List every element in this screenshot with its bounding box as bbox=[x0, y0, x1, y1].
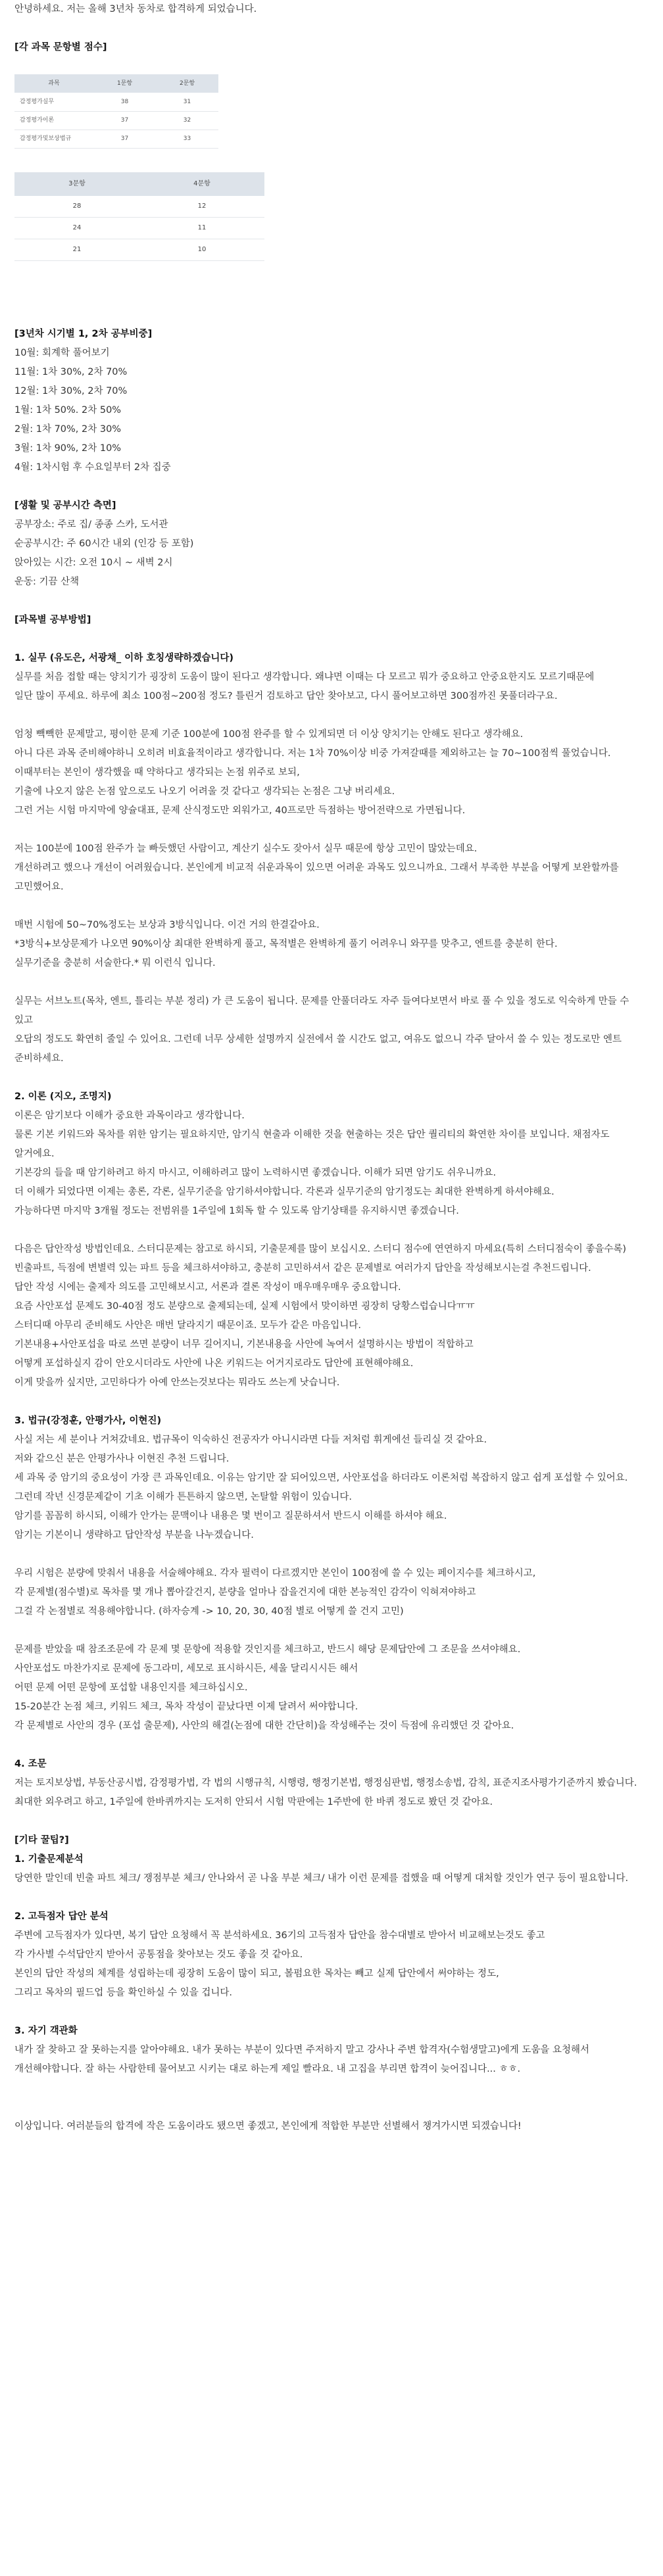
text-line: 저는 토지보상법, 부동산공시법, 감정평가법, 각 법의 시행규칙, 시행령, 행정기본법, 행정심판법, 행정소송법, 감칙, 표준지조사평가기준까지 봤습니다. bbox=[14, 1778, 637, 1788]
text-line: 더 이해가 되었다면 이제는 총론, 각론, 실무기준을 암기하셔야합니다. 각론과 실무기준의 암기정도는 최대한 완벽하게 하셔야해요. bbox=[14, 1187, 554, 1197]
text-line: 일단 많이 푸세요. 하루에 최소 100점~200점 정도? 틀린거 검토하고 답안 찾아보고, 다시 풀어보고하면 300점까진 못풀더라구요. bbox=[14, 691, 558, 702]
text-line: 기출에 나오지 않은 논점 앞으로도 나오기 어려울 것 같다고 생각되는 논점은 그냥 버리세요. bbox=[14, 786, 395, 797]
period-list bbox=[14, 344, 649, 477]
text-line: 이론은 암기보다 이해가 중요한 과목이라고 생각합니다. bbox=[14, 1110, 245, 1121]
intro-text: 안녕하세요. 저는 올해 3년차 동차로 합격하게 되었습니다. bbox=[14, 4, 257, 14]
text-line: 10월: 회계학 풀어보기 bbox=[14, 348, 110, 358]
table-header: 과목 bbox=[14, 74, 93, 93]
text-line: 4월: 1차시험 후 수요일부터 2차 집중 bbox=[14, 462, 171, 473]
score-table-2-wrap bbox=[14, 172, 649, 262]
text-line: *3방식+보상문제가 나오면 90%이상 최대한 완벽하게 풀고, 목적별은 완벽하게 풀기 어려우니 와꾸를 맞추고, 엔트를 충분히 한다. bbox=[14, 939, 558, 949]
text-line: 매번 시험에 50~70%정도는 보상과 3방식입니다. 이건 거의 한결같아요. bbox=[14, 920, 320, 930]
law-paragraph bbox=[14, 1640, 649, 1736]
life-heading: [생활 및 공부시간 측면] bbox=[14, 500, 116, 511]
outro-text: 이상입니다. 여러분들의 합격에 작은 도움이라도 됐으면 좋겠고, 본인에게 적합한 부분만 선별해서 챙겨가시면 되겠습니다! bbox=[14, 2121, 522, 2132]
table-header: 3문항 bbox=[14, 172, 139, 196]
practice-paragraph bbox=[14, 725, 649, 821]
tip-paragraph bbox=[14, 1926, 649, 2003]
table-cell: 12 bbox=[139, 196, 264, 218]
tips-heading: [기타 꿀팁?] bbox=[14, 1835, 69, 1846]
text-line: 3월: 1차 90%, 2차 10% bbox=[14, 443, 122, 454]
text-line: 순공부시간: 주 60시간 내외 (인강 등 포함) bbox=[14, 538, 194, 549]
table-header: 4문항 bbox=[139, 172, 264, 196]
text-line: 2월: 1차 70%, 2차 30% bbox=[14, 424, 122, 435]
text-line: 사실 저는 세 분이나 거쳐갔네요. 법규목이 익숙하신 전공자가 아니시라면 다들 저처럼 휘게에선 들리실 것 같아요. bbox=[14, 1435, 487, 1445]
table-cell: 31 bbox=[156, 93, 218, 111]
text-line: 이게 맞을까 싶지만, 고민하다가 아예 안쓰는것보다는 뭐라도 쓰는게 낫습니다. bbox=[14, 1377, 340, 1388]
table-cell: 감정평가및보상법규 bbox=[14, 130, 93, 148]
practice-paragraph bbox=[14, 916, 649, 973]
text-line: 주변에 고득점자가 있다면, 복기 답안 요청해서 꼭 분석하세요. 36기의 고득점자 답안을 참수대별로 받아서 비교해보는것도 좋고 bbox=[14, 1930, 545, 1941]
table-row bbox=[14, 111, 218, 130]
text-line: 각 가사별 수석답안지 받아서 공통점을 찾아보는 것도 좋을 것 같아요. bbox=[14, 1949, 303, 1960]
text-line: 개선하려고 했으나 개선이 어려웠습니다. 본인에게 비교적 쉬운과목이 있으면 어려운 과목도 있으니까요. 그래서 부족한 부분을 어떻게 보완할까를 고민했어요. bbox=[14, 863, 619, 892]
text-line: 암기를 꼼꼼히 하시되, 이해가 안가는 문맥이나 내용은 몇 번이고 질문하셔서 반드시 이해를 하셔야 해요. bbox=[14, 1511, 447, 1521]
table-cell: 32 bbox=[156, 111, 218, 130]
text-line: 세 과목 중 암기의 중요성이 가장 큰 과목인데요. 이유는 암기만 잘 되어있으면, 사안포섭을 하더라도 이론처럼 복잡하지 않고 쉽게 포섭할 수 있어요. bbox=[14, 1473, 628, 1483]
text-line: 공부장소: 주로 집/ 종종 스카, 도서관 bbox=[14, 519, 168, 530]
score-table-1 bbox=[14, 74, 218, 149]
text-line: 실무를 처음 접할 때는 양치기가 굉장히 도움이 많이 된다고 생각합니다. 왜냐면 이때는 다 모르고 뭐가 중요하고 안중요한지도 모르기때문에 bbox=[14, 672, 595, 682]
text-line: 내가 잘 찾하고 잘 못하는지를 알아야해요. 내가 못하는 부분이 있다면 주저하지 말고 강사나 주변 합격자(수험생말고)에게 도움을 요청해서 bbox=[14, 2045, 590, 2055]
table-cell: 38 bbox=[93, 93, 156, 111]
table-cell: 24 bbox=[14, 218, 139, 239]
text-line: 그런데 작년 신경문제같이 기초 이해가 튼튼하지 않으면, 논탈할 위험이 있습니다. bbox=[14, 1492, 352, 1502]
table-cell: 33 bbox=[156, 130, 218, 148]
table-cell: 37 bbox=[93, 111, 156, 130]
text-line: 그걸 각 논점별로 적용해야합니다. (하자승계 -> 10, 20, 30, 40점 별로 어떻게 쓸 건지 고민) bbox=[14, 1606, 404, 1617]
method-heading: [과목별 공부방법] bbox=[14, 615, 91, 625]
table-header: 2문항 bbox=[156, 74, 218, 93]
text-line: 빈출파트, 득점에 변별력 있는 파트 등을 체크하셔야하고, 충분히 고민하셔서 같은 문제별로 여러가지 답안을 작성해보시는걸 추천드립니다. bbox=[14, 1263, 591, 1274]
text-line: 다음은 답안작성 방법인데요. 스터디문제는 참고로 하시되, 기출문제를 많이 보십시오. 스터디 점수에 연연하지 마세요(특히 스터디점숙이 좋을수록) bbox=[14, 1244, 627, 1254]
text-line: 개선해야합니다. 잘 하는 사람한테 물어보고 시키는 대로 하는게 제일 빨라요. 내 고집을 부리면 합격이 늦어집니다... ㅎㅎ. bbox=[14, 2064, 521, 2074]
text-line: 그리고 목차의 필드업 등을 확인하실 수 있을 겁니다. bbox=[14, 1988, 233, 1998]
text-line: 가능하다면 마지막 3개월 정도는 전범위를 1주일에 1회독 할 수 있도록 암기상태를 유지하시면 좋겠습니다. bbox=[14, 1206, 459, 1216]
text-line: 물론 기본 키워드와 목차를 위한 암기는 필요하지만, 암기식 현출과 이해한 것을 현출하는 것은 답안 퀄리티의 확연한 차이를 보입니다. 채점자도 알거에요. bbox=[14, 1130, 610, 1159]
text-line: 운동: 기끔 산책 bbox=[14, 577, 80, 587]
tip-1-heading: 1. 기출문제분석 bbox=[14, 1854, 84, 1865]
text-line: 이때부터는 본인이 생각했을 때 약하다고 생각되는 논점 위주로 보되, bbox=[14, 767, 300, 778]
text-line: 우리 시험은 분량에 맞춰서 내용을 서술해야해요. 각자 필력이 다르겠지만 본인이 100점에 쓸 수 있는 페이지수를 체크하시고, bbox=[14, 1568, 536, 1579]
table-row bbox=[14, 196, 264, 218]
table-cell: 감정평가이론 bbox=[14, 111, 93, 130]
text-line: 스터디때 아무리 준비해도 사안은 매번 달라지기 때문이죠. 모두가 같은 마음입니다. bbox=[14, 1320, 361, 1331]
text-line: 12월: 1차 30%, 2차 70% bbox=[14, 386, 128, 396]
table-row bbox=[14, 218, 264, 239]
theory-heading: 2. 이론 (지오, 조명지) bbox=[14, 1091, 112, 1102]
text-line: 저는 100분에 100점 완주가 늘 빠듯했던 사람이고, 계산기 실수도 잦아서 실무 때문에 항상 고민이 많았는데요. bbox=[14, 844, 478, 854]
text-line: 15-20분간 논점 체크, 키워드 체크, 목차 작성이 끝났다면 이제 달려서 써야합니다. bbox=[14, 1702, 358, 1712]
table-cell: 10 bbox=[139, 239, 264, 261]
score-heading: [각 과목 문항별 점수] bbox=[14, 42, 107, 53]
text-line: 실무기준을 충분히 서술한다.* 뭐 이런식 입니다. bbox=[14, 958, 216, 968]
score-table-2 bbox=[14, 172, 264, 262]
score-table-1-wrap bbox=[14, 74, 649, 149]
text-line: 각 문제별(점수별)로 목차를 몇 개나 뽑아갈건지, 분량을 얼마나 잡을건지에 대한 본능적인 감각이 익혀져야하고 bbox=[14, 1587, 476, 1598]
text-line: 본인의 답안 작성의 체계를 성립하는데 굉장히 도움이 많이 되고, 볼펌요한 목차는 빼고 실제 답안에서 써야하는 정도, bbox=[14, 1968, 499, 1979]
practice-paragraph bbox=[14, 668, 649, 706]
tip-paragraph bbox=[14, 2041, 649, 2079]
text-line: 기본강의 들을 때 암기하려고 하지 마시고, 이해하려고 많이 노력하시면 좋겠습니다. 이해가 되면 암기도 쉬우니까요. bbox=[14, 1168, 497, 1178]
table-cell: 37 bbox=[93, 130, 156, 148]
table-header: 1문항 bbox=[93, 74, 156, 93]
text-line: 앉아있는 시간: 오전 10시 ~ 새벽 2시 bbox=[14, 558, 173, 568]
tip-2-heading: 2. 고득점자 답안 분석 bbox=[14, 1911, 109, 1922]
table-cell: 28 bbox=[14, 196, 139, 218]
text-line: 아니 다른 과목 준비해야하니 오히려 비효율적이라고 생각합니다. 저는 1차 70%이상 비중 가져갈때를 제외하고는 늘 70~100점씩 풀었습니다. bbox=[14, 748, 611, 759]
theory-paragraph bbox=[14, 1107, 649, 1221]
text-line: 당연한 말인데 빈출 파트 체크/ 쟁점부분 체크/ 안나와서 곧 나올 부분 체크/ 내가 이런 문제를 접했을 때 어떻게 대처할 것인가 연구 등이 필요합니다. bbox=[14, 1873, 629, 1884]
statute-heading: 4. 조문 bbox=[14, 1759, 47, 1769]
law-heading: 3. 법규(강정훈, 안평가사, 이현진) bbox=[14, 1416, 162, 1426]
text-line: 어떤 문제 어떤 문항에 포섭할 내용인지를 체크하십시오. bbox=[14, 1682, 248, 1693]
table-cell: 감정평가실무 bbox=[14, 93, 93, 111]
text-line: 암기는 기본이니 생략하고 답안작성 부분을 나누겠습니다. bbox=[14, 1530, 254, 1540]
table-row bbox=[14, 239, 264, 261]
post-body bbox=[14, 0, 649, 2136]
text-line: 실무는 서브노트(목차, 엔트, 틀리는 부분 정리) 가 큰 도움이 됩니다. 문제를 안풀더라도 자주 들여다보면서 바로 풀 수 있을 정도로 익숙하게 만들 수 있고 bbox=[14, 996, 629, 1026]
text-line: 그런 거는 시험 마지막에 양슐대표, 문제 산식정도만 외워가고, 40프로만 득점하는 방어전략으로 가면됩니다. bbox=[14, 805, 466, 816]
practice-heading: 1. 실무 (유도은, 서광채_ 이하 호칭생략하겠습니다) bbox=[14, 653, 233, 663]
text-line: 기본내용+사안포섭을 따로 쓰면 분량이 너무 길어지니, 기본내용을 사안에 녹여서 설명하시는 방법이 적합하고 bbox=[14, 1339, 474, 1350]
tip-3-heading: 3. 자기 객관화 bbox=[14, 2026, 78, 2036]
practice-paragraph bbox=[14, 840, 649, 897]
text-line: 저와 같으신 분은 안평가사나 이현진 추천 드립니다. bbox=[14, 1454, 230, 1464]
text-line: 11월: 1차 30%, 2차 70% bbox=[14, 367, 128, 377]
text-line: 엄청 빽빽한 문제말고, 평이한 문제 기준 100분에 100점 완주를 할 수 있게되면 더 이상 양치기는 안해도 된다고 생각해요. bbox=[14, 729, 524, 740]
tip-paragraph bbox=[14, 1869, 649, 1888]
text-line: 1월: 1차 50%. 2차 50% bbox=[14, 405, 122, 416]
text-line: 답안 작성 시에는 출제자 의도를 고민해보시고, 서론과 결론 작성이 매우매우매우 중요합니다. bbox=[14, 1282, 401, 1293]
text-line: 문제를 받았을 때 참조조문에 각 문제 몇 문항에 적용할 것인지를 체크하고, 반드시 해당 문제답안에 그 조문을 쓰셔야해요. bbox=[14, 1644, 521, 1655]
text-line: 각 문제별로 사안의 경우 (포섭 출문제), 사안의 해결(논점에 대한 간단히)을 작성해주는 것이 득점에 유리했던 것 같아요. bbox=[14, 1721, 514, 1731]
table-cell: 11 bbox=[139, 218, 264, 239]
theory-paragraph bbox=[14, 1240, 649, 1393]
law-paragraph bbox=[14, 1564, 649, 1621]
text-line: 사안포섭도 마찬가지로 문제에 동그라미, 세모로 표시하시든, 세울 달리시시든 해서 bbox=[14, 1663, 358, 1674]
text-line: 요즘 사안포섭 문제도 30-40점 정도 분량으로 출제되는데, 실제 시험에서 맞이하면 굉장히 당황스럽습니다ㅠㅠ bbox=[14, 1301, 475, 1312]
text-line: 최대한 외우려고 하고, 1주일에 한바퀴까지는 도저히 안되서 시험 막판에는 1주반에 한 바퀴 정도로 봤던 것 같아요. bbox=[14, 1797, 493, 1807]
text-line: 어떻게 포섭하실지 감이 안오시더라도 사안에 나온 키워드는 어거지로라도 답안에 표현해야해요. bbox=[14, 1358, 414, 1369]
table-row bbox=[14, 93, 218, 111]
text-line: 오답의 정도도 확연히 줄일 수 있어요. 그런데 너무 상세한 설명까지 실전에서 쓸 시간도 없고, 여유도 없으니 각주 달아서 쓸 수 있는 정도로만 엔트 준비하세요. bbox=[14, 1034, 622, 1064]
law-paragraph bbox=[14, 1431, 649, 1545]
practice-paragraph bbox=[14, 992, 649, 1068]
statute-paragraph bbox=[14, 1774, 649, 1812]
table-row bbox=[14, 130, 218, 148]
table-cell: 21 bbox=[14, 239, 139, 261]
life-list bbox=[14, 515, 649, 592]
period-heading: [3년차 시기별 1, 2차 공부비중] bbox=[14, 329, 153, 339]
